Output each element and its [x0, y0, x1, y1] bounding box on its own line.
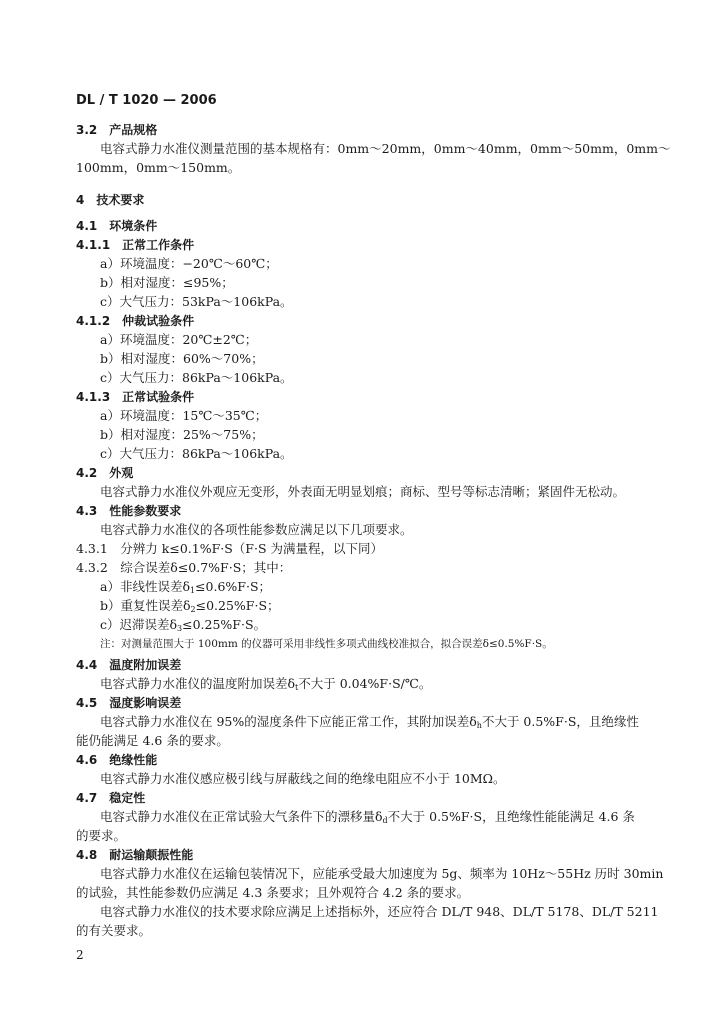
- section-4-8-text-line4: 的有关要求。: [76, 923, 152, 938]
- list-item: b）相对湿度：25%～75%；: [100, 427, 264, 442]
- paragraph-text: 不大于 0.04%F·S/℃。: [298, 676, 432, 691]
- section-3-2-text-line2: 100mm，0mm～150mm。: [76, 160, 241, 175]
- paragraph-text: 不大于 0.5%F·S，且绝缘性能能满足 4.6 条: [387, 809, 635, 824]
- section-4-8-title: 4.8 耐运输颠振性能: [76, 848, 194, 862]
- list-item-text: ≤0.25%F·S。: [182, 617, 267, 632]
- list-item: b）相对湿度：≤95%；: [100, 275, 234, 290]
- section-4-7-title: 4.7 稳定性: [76, 791, 146, 805]
- section-4-7-text-line1: [100, 809, 635, 829]
- list-item: [100, 617, 266, 637]
- section-4-8-text-line2: 的试验，其性能参数仍应满足 4.3 条要求；且外观符合 4.2 条的要求。: [76, 885, 470, 900]
- list-item: [100, 598, 280, 618]
- document-id: DL / T 1020 — 2006: [76, 93, 217, 108]
- paragraph-text: 电容式静力水准仪的温度附加误差δ: [100, 676, 296, 691]
- list-item-text: a）非线性误差δ: [100, 579, 190, 594]
- section-4-title: 4 技术要求: [76, 193, 145, 207]
- section-4-2-title: 4.2 外观: [76, 466, 134, 480]
- section-4-2-text: 电容式静力水准仪外观应无变形，外表面无明显划痕；商标、型号等标志清晰；紧固件无松动。: [100, 484, 626, 499]
- section-4-4-text: [100, 676, 431, 696]
- section-4-4-title: 4.4 温度附加误差: [76, 658, 182, 672]
- paragraph-text: 电容式静力水准仪在 95%的湿度条件下应能正常工作，其附加误差δ: [100, 714, 477, 729]
- list-item: c）大气压力：86kPa～106kPa。: [100, 370, 293, 385]
- section-4-1-2-title: 4.1.2 仲裁试验条件: [76, 314, 195, 328]
- list-item: b）相对湿度：60%～70%；: [100, 351, 264, 366]
- list-item: a）环境温度：−20℃～60℃；: [100, 256, 278, 271]
- section-4-7-text-line2: 的要求。: [76, 828, 127, 843]
- section-4-1-3-title: 4.1.3 正常试验条件: [76, 390, 195, 404]
- list-item-text: ≤0.25%F·S；: [195, 598, 280, 613]
- section-4-5-text-line1: [100, 714, 639, 734]
- list-item: c）大气压力：53kPa～106kPa。: [100, 294, 293, 309]
- list-item-text: b）重复性误差δ: [100, 598, 191, 613]
- page-number: 2: [76, 948, 84, 962]
- list-item: a）环境温度：20℃±2℃；: [100, 332, 258, 347]
- section-4-5-text-line2: 能仍能满足 4.6 条的要求。: [76, 733, 229, 748]
- subscript: d: [382, 816, 388, 825]
- paragraph-text: 不大于 0.5%F·S，且绝缘性: [481, 714, 639, 729]
- section-4-3-title: 4.3 性能参数要求: [76, 504, 182, 518]
- list-item-text: c）迟滞误差δ: [100, 617, 178, 632]
- list-item: c）大气压力：86kPa～106kPa。: [100, 446, 293, 461]
- section-4-6-text: 电容式静力水准仪感应极引线与屏蔽线之间的绝缘电阻应不小于 10MΩ。: [100, 771, 506, 786]
- subscript: t: [295, 683, 299, 692]
- list-item-text: ≤0.6%F·S；: [195, 579, 272, 594]
- paragraph-text: 电容式静力水准仪在正常试验大气条件下的漂移量δ: [100, 809, 383, 824]
- subscript: h: [476, 721, 482, 730]
- section-4-8-text-line3: 电容式静力水准仪的技术要求除应满足上述指标外，还应符合 DL/T 948、DL/T 5178、DL/T 5211: [100, 904, 659, 919]
- note-text: 注：对测量范围大于 100mm 的仪器可采用非线性多项式曲线校准拟合，拟合误差δ≤0.5%F·S。: [100, 638, 553, 650]
- section-4-5-title: 4.5 湿度影响误差: [76, 696, 182, 710]
- section-4-3-1-text: 4.3.1 分辨力 k≤0.1%F·S（F·S 为满量程，以下同）: [76, 541, 383, 556]
- list-item: [100, 579, 271, 599]
- subscript: 3: [177, 624, 183, 633]
- section-4-1-title: 4.1 环境条件: [76, 219, 158, 233]
- section-4-6-title: 4.6 绝缘性能: [76, 753, 158, 767]
- subscript: 2: [190, 605, 196, 614]
- section-3-2-title: 3.2 产品规格: [76, 123, 158, 137]
- section-4-1-1-title: 4.1.1 正常工作条件: [76, 238, 195, 252]
- section-3-2-text-line1: 电容式静力水准仪测量范围的基本规格有：0mm～20mm，0mm～40mm，0mm～50mm，0mm～: [100, 141, 671, 156]
- subscript: 1: [189, 586, 196, 595]
- list-item: a）环境温度：15℃～35℃；: [100, 408, 268, 423]
- section-4-3-text: 电容式静力水准仪的各项性能参数应满足以下几项要求。: [100, 522, 413, 537]
- section-4-8-text-line1: 电容式静力水准仪在运输包装情况下，应能承受最大加速度为 5g、频率为 10Hz～55Hz 历时 30min: [100, 866, 664, 881]
- section-4-3-2-text: 4.3.2 综合误差δ≤0.7%F·S；其中：: [76, 560, 292, 575]
